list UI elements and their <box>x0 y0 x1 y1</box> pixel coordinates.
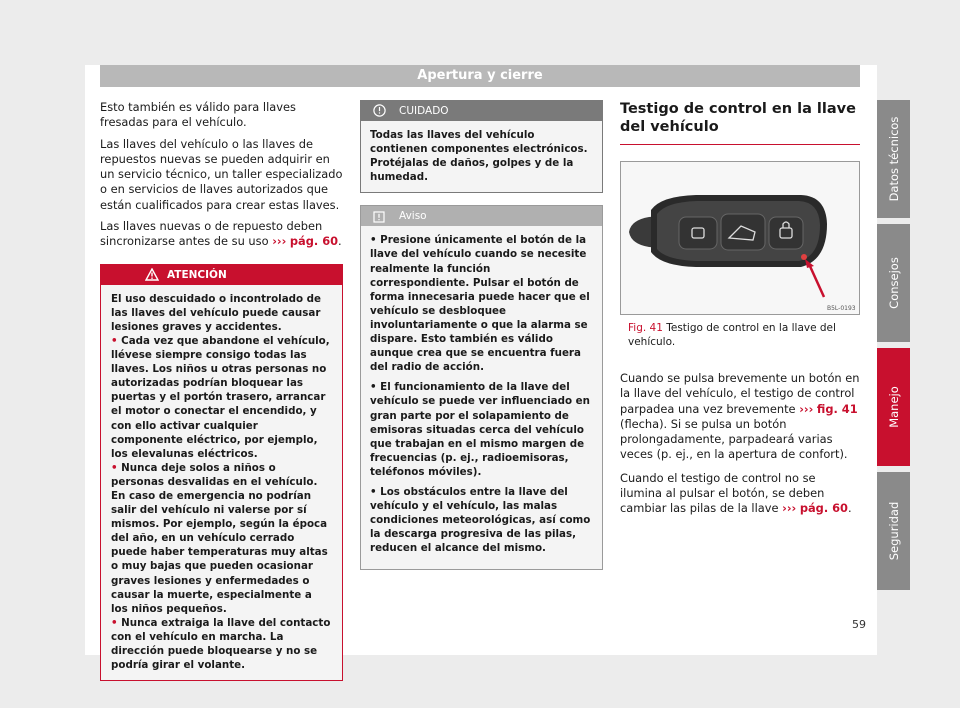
section-body <box>620 371 860 517</box>
paragraph-text: Las llaves nuevas o de repuesto deben sincronizarse antes de su uso <box>100 219 323 249</box>
warning-title: ATENCIÓN <box>167 268 227 281</box>
paragraph: Las llaves del vehículo o las llaves de repuestos nuevas se pueden adquirir en un servicio técnico, un taller especializado o en servicios de llaves autorizados que están cualificados para crear estas llaves. <box>100 136 343 212</box>
reference-arrow: ››› <box>799 401 814 416</box>
page-number: 59 <box>852 618 866 631</box>
reference-arrow: ››› <box>272 234 287 249</box>
paragraph: Cuando el testigo de control no se ilumina al pulsar el botón, se deben cambiar las pilas de la llave ››› pág. 60. <box>620 470 852 516</box>
caution-title: CUIDADO <box>399 105 449 117</box>
notice-box <box>360 205 603 570</box>
paragraph: Cuando se pulsa brevemente un botón en la llave del vehículo, el testigo de control parpadea una vez brevemente ››› fig. 41 (flecha). Si se pulsa un botón prolongadamente, parpadeará varias veces (p. ej., en la apertura de confort). <box>620 371 860 462</box>
caution-body: Todas las llaves del vehículo contienen componentes electrónicos. Protéjalas de daños, golpes y de la humedad. <box>361 121 602 192</box>
warning-header <box>101 265 342 285</box>
bullet-icon: • <box>370 381 381 394</box>
bullet-icon: • <box>370 234 381 247</box>
page-header: Apertura y cierre <box>100 65 860 87</box>
warning-box <box>100 264 343 682</box>
bullet-icon: • <box>370 485 381 498</box>
caution-box <box>360 100 603 193</box>
column-left <box>100 100 343 681</box>
notice-header <box>361 206 602 226</box>
notice-bullet: • El funcionamiento de la llave del vehículo se puede ver influenciado en gran parte por el solapamiento de emisoras situadas cerca del vehículo que trabajan en el mismo margen de frecuencias (p. ej., radioemisoras, teléfonos móviles). <box>370 381 590 478</box>
warning-bullet: • Cada vez que abandone el vehículo, llévese siempre consigo todas las llaves. Los niños u otras personas no autorizadas podrían bloquear las puertas y el portón trasero, arrancar el motor o conectar el encendido, y con ello activar cualquier componente eléctrico, por ejemplo, los elevalunas eléctricos. <box>111 334 330 460</box>
tab-consejos[interactable]: Consejos <box>877 224 910 342</box>
bullet-icon: • <box>111 616 122 629</box>
notice-body <box>361 226 602 569</box>
warning-bullet: • Nunca extraiga la llave del contacto con el vehículo en marcha. La dirección puede bloquearse y no se podría girar el volante. <box>111 616 331 672</box>
figure-car-key <box>620 161 860 315</box>
figure-code: B5L-0193 <box>827 305 856 312</box>
warning-body <box>101 285 342 681</box>
tab-seguridad[interactable]: Seguridad <box>877 472 910 590</box>
notice-title: Aviso <box>399 210 427 223</box>
page-reference-link[interactable]: pág. 60 <box>289 234 339 249</box>
warning-bullet: • Nunca deje solos a niños o personas desvalidas en el vehículo. En caso de emergencia no podrían salir del vehículo ni valerse por sí mismos. Por ejemplo, según la época del año, en un vehículo cerrado puede haber temperaturas muy altas o muy bajas que pueden ocasionar graves lesiones y enfermedades o causar la muerte, especialmente a los niños pequeños. <box>111 461 328 615</box>
figure-reference-link[interactable]: fig. 41 <box>816 401 858 416</box>
warning-intro: El uso descuidado o incontrolado de las llaves del vehículo puede causar lesiones graves y accidentes. <box>111 292 322 333</box>
paragraph <box>100 219 343 250</box>
paragraph-end: . <box>338 234 342 249</box>
tab-manejo[interactable]: Manejo <box>877 348 910 466</box>
paragraph: Esto también es válido para llaves fresadas para el vehículo. <box>100 100 296 130</box>
bullet-icon: • <box>111 461 122 474</box>
note-icon <box>373 210 385 230</box>
figure-label: Fig. 41 <box>628 322 663 334</box>
column-middle <box>360 100 603 570</box>
column-right <box>620 100 860 525</box>
bullet-icon: • <box>111 334 122 347</box>
car-key-illustration <box>621 162 859 314</box>
figure-caption-text: Testigo de control en la llave del vehículo. <box>628 322 836 348</box>
warning-triangle-icon <box>145 268 159 288</box>
page-reference-link[interactable]: pág. 60 <box>799 501 848 516</box>
figure-caption <box>620 321 860 349</box>
reference-arrow: ››› <box>782 501 797 516</box>
section-title: Testigo de control en la llave del vehículo <box>620 100 860 145</box>
tab-datos-tecnicos[interactable]: Datos técnicos <box>877 100 910 218</box>
info-circle-icon <box>373 104 386 124</box>
notice-bullet: • Los obstáculos entre la llave del vehículo y el vehículo, las malas condiciones meteorológicas, así como la descarga progresiva de las pilas, reducen el alcance del mismo. <box>370 485 591 555</box>
caution-header <box>361 101 602 121</box>
notice-bullet: • Presione únicamente el botón de la llave del vehículo cuando se necesite realmente la función correspondiente. Pulsar el botón de forma innecesaria puede hacer que el vehículo se desbloquee involuntariamente o que la alarma se dispare. Esto también es válido aunque crea que se encuentra fuera del radio de acción. <box>370 234 590 374</box>
